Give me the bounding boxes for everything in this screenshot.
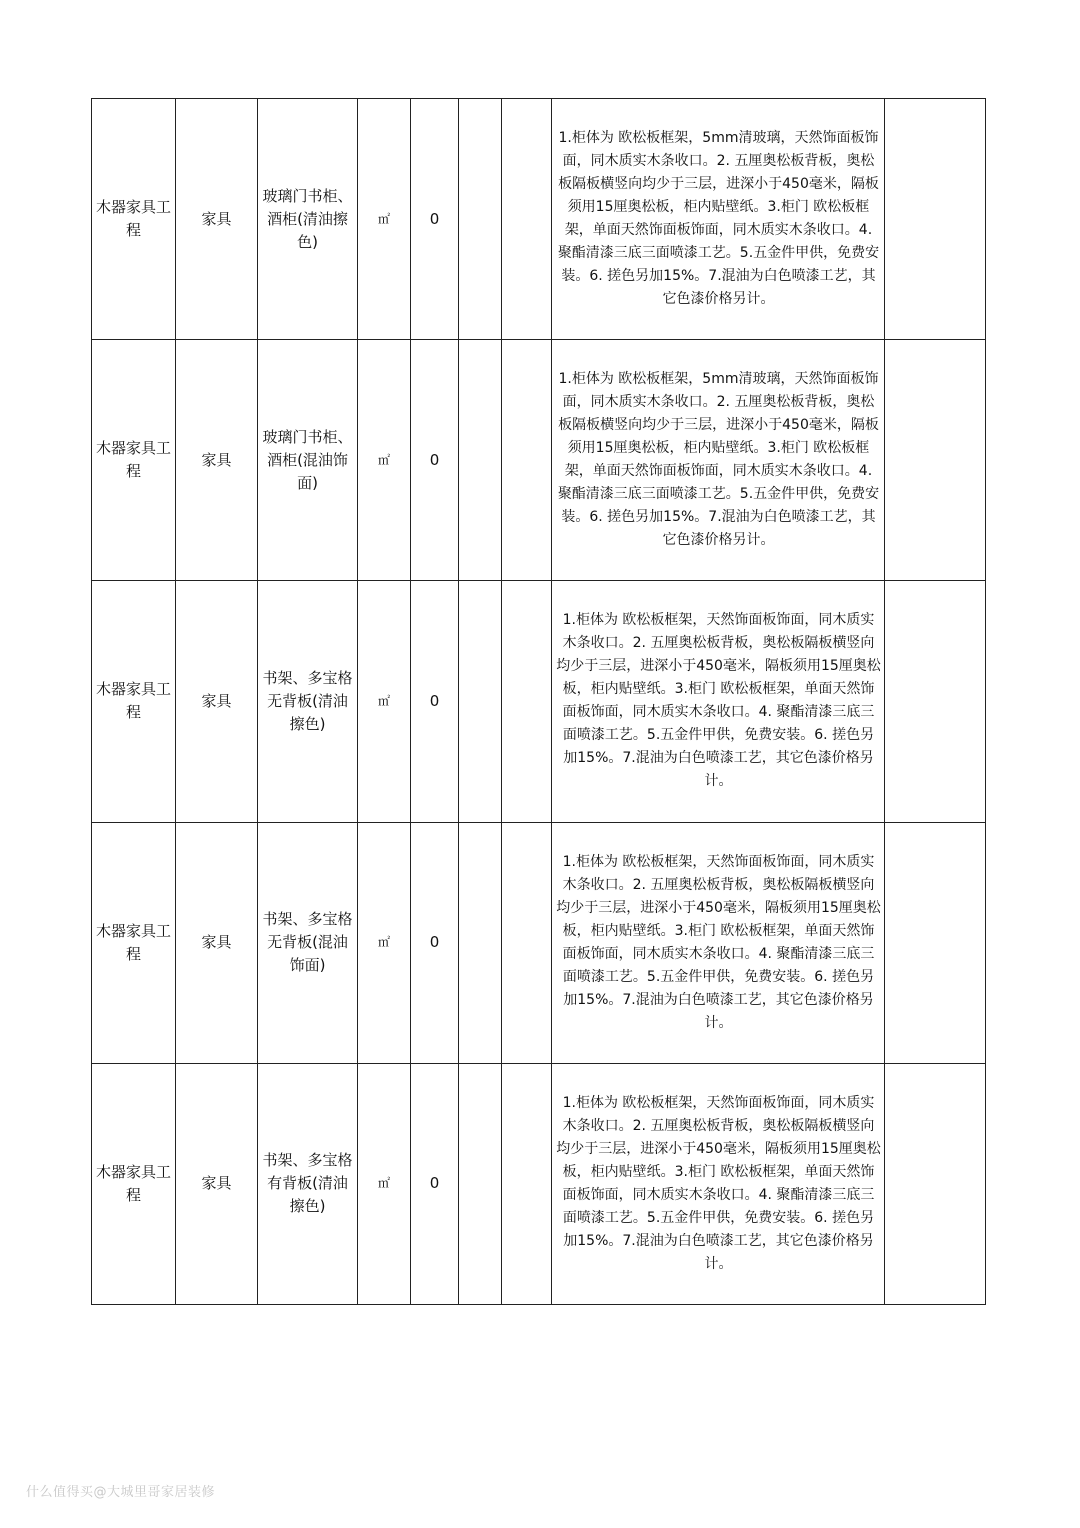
table-row — [92, 1063, 986, 1304]
category-cell: 木器家具工程 — [92, 1063, 176, 1304]
unit-cell: ㎡ — [358, 822, 411, 1063]
total-price-cell — [502, 822, 552, 1063]
quotation-table — [91, 98, 986, 1305]
item-name-cell: 书架、多宝格无背板(混油饰面) — [258, 822, 358, 1063]
description-cell: 1.柜体为 欧松板框架，5mm清玻璃，天然饰面板饰面，同木质实木条收口。2. 五厘奥松板背板，奥松板隔板横竖向均少于三层，进深小于450毫米，隔板须用15厘奥松板，柜内贴壁纸。3.柜门 欧松板框架，单面天然饰面板饰面，同木质实木条收口。4. 聚酯清漆三底三面喷漆工艺。5.五金件甲供，免费安装。6. 搓色另加15%。7.混油为白色喷漆工艺，其它色漆价格另计。 — [552, 99, 885, 340]
item-name-cell: 书架、多宝格有背板(清油擦色) — [258, 1063, 358, 1304]
table-row — [92, 340, 986, 581]
unit-price-cell — [459, 340, 502, 581]
type-cell: 家具 — [176, 99, 258, 340]
remarks-cell — [885, 822, 986, 1063]
quantity-cell: 0 — [411, 822, 459, 1063]
description-cell: 1.柜体为 欧松板框架，天然饰面板饰面，同木质实木条收口。2. 五厘奥松板背板，奥松板隔板横竖向均少于三层，进深小于450毫米，隔板须用15厘奥松板，柜内贴壁纸。3.柜门 欧松板框架，单面天然饰面板饰面，同木质实木条收口。4. 聚酯清漆三底三面喷漆工艺。5.五金件甲供，免费安装。6. 搓色另加15%。7.混油为白色喷漆工艺，其它色漆价格另计。 — [552, 822, 885, 1063]
quantity-cell: 0 — [411, 99, 459, 340]
total-price-cell — [502, 99, 552, 340]
quantity-cell: 0 — [411, 1063, 459, 1304]
remarks-cell — [885, 581, 986, 822]
description-cell: 1.柜体为 欧松板框架，天然饰面板饰面，同木质实木条收口。2. 五厘奥松板背板，奥松板隔板横竖向均少于三层，进深小于450毫米，隔板须用15厘奥松板，柜内贴壁纸。3.柜门 欧松板框架，单面天然饰面板饰面，同木质实木条收口。4. 聚酯清漆三底三面喷漆工艺。5.五金件甲供，免费安装。6. 搓色另加15%。7.混油为白色喷漆工艺，其它色漆价格另计。 — [552, 581, 885, 822]
type-cell: 家具 — [176, 581, 258, 822]
remarks-cell — [885, 1063, 986, 1304]
item-name-cell: 玻璃门书柜、酒柜(清油擦色) — [258, 99, 358, 340]
unit-cell: ㎡ — [358, 581, 411, 822]
category-cell: 木器家具工程 — [92, 340, 176, 581]
unit-cell: ㎡ — [358, 340, 411, 581]
type-cell: 家具 — [176, 340, 258, 581]
description-cell: 1.柜体为 欧松板框架，5mm清玻璃，天然饰面板饰面，同木质实木条收口。2. 五厘奥松板背板，奥松板隔板横竖向均少于三层，进深小于450毫米，隔板须用15厘奥松板，柜内贴壁纸。3.柜门 欧松板框架，单面天然饰面板饰面，同木质实木条收口。4. 聚酯清漆三底三面喷漆工艺。5.五金件甲供，免费安装。6. 搓色另加15%。7.混油为白色喷漆工艺，其它色漆价格另计。 — [552, 340, 885, 581]
table-row — [92, 581, 986, 822]
table-row — [92, 822, 986, 1063]
item-name-cell: 书架、多宝格无背板(清油擦色) — [258, 581, 358, 822]
category-cell: 木器家具工程 — [92, 822, 176, 1063]
unit-price-cell — [459, 581, 502, 822]
quantity-cell: 0 — [411, 581, 459, 822]
quantity-cell: 0 — [411, 340, 459, 581]
table-row — [92, 99, 986, 340]
remarks-cell — [885, 99, 986, 340]
unit-price-cell — [459, 822, 502, 1063]
total-price-cell — [502, 581, 552, 822]
total-price-cell — [502, 1063, 552, 1304]
unit-price-cell — [459, 99, 502, 340]
remarks-cell — [885, 340, 986, 581]
unit-cell: ㎡ — [358, 1063, 411, 1304]
type-cell: 家具 — [176, 1063, 258, 1304]
type-cell: 家具 — [176, 822, 258, 1063]
watermark: 什么值得买@大城里哥家居装修 — [26, 1485, 216, 1500]
category-cell: 木器家具工程 — [92, 581, 176, 822]
unit-cell: ㎡ — [358, 99, 411, 340]
total-price-cell — [502, 340, 552, 581]
description-cell: 1.柜体为 欧松板框架，天然饰面板饰面，同木质实木条收口。2. 五厘奥松板背板，奥松板隔板横竖向均少于三层，进深小于450毫米，隔板须用15厘奥松板，柜内贴壁纸。3.柜门 欧松板框架，单面天然饰面板饰面，同木质实木条收口。4. 聚酯清漆三底三面喷漆工艺。5.五金件甲供，免费安装。6. 搓色另加15%。7.混油为白色喷漆工艺，其它色漆价格另计。 — [552, 1063, 885, 1304]
unit-price-cell — [459, 1063, 502, 1304]
item-name-cell: 玻璃门书柜、酒柜(混油饰面) — [258, 340, 358, 581]
category-cell: 木器家具工程 — [92, 99, 176, 340]
